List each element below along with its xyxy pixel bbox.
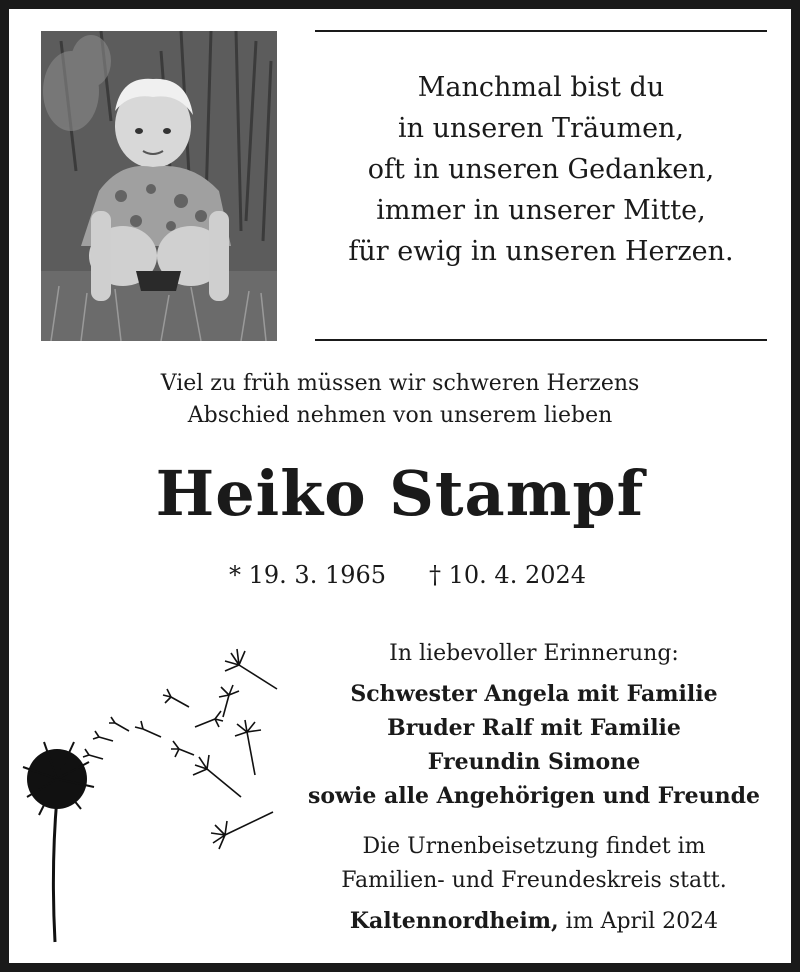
deceased-name: Heiko Stampf [155, 457, 645, 530]
intro-text [109, 368, 691, 432]
poem-line: in unseren Träumen, [397, 113, 685, 144]
child-photo [41, 31, 277, 341]
urn-notice [299, 830, 769, 898]
poem-top-rule [315, 30, 767, 32]
urn-line: Die Urnenbeisetzung findet im [362, 834, 706, 859]
death-date: † 10. 4. 2024 [429, 561, 587, 589]
poem-line: für ewig in unseren Herzen. [348, 236, 734, 267]
poem-line: oft in unseren Gedanken, [367, 154, 715, 185]
mourner-line: Schwester Angela mit Familie [350, 681, 718, 707]
place-date-text: im April 2024 [558, 909, 719, 934]
mourner-line: sowie alle Angehörigen und Freunde [308, 783, 760, 809]
poem-line: Manchmal bist du [417, 72, 665, 103]
mourners-list [299, 677, 769, 813]
urn-line: Familien- und Freundeskreis statt. [341, 868, 727, 893]
poem-bottom-rule [315, 339, 767, 341]
intro-line: Abschied nehmen von unserem lieben [187, 403, 613, 428]
mourner-line: Bruder Ralf mit Familie [387, 715, 681, 741]
memory-heading: In liebevoller Erinnerung: [389, 641, 679, 666]
birth-date: * 19. 3. 1965 [229, 561, 387, 589]
place-date [299, 908, 769, 934]
place-name: Kaltennordheim, [349, 908, 559, 934]
dandelion-icon [19, 637, 289, 952]
poem [315, 67, 767, 272]
poem-line: immer in unserer Mitte, [376, 195, 706, 226]
mourner-line: Freundin Simone [427, 749, 641, 775]
intro-line: Viel zu früh müssen wir schweren Herzens [160, 371, 640, 396]
